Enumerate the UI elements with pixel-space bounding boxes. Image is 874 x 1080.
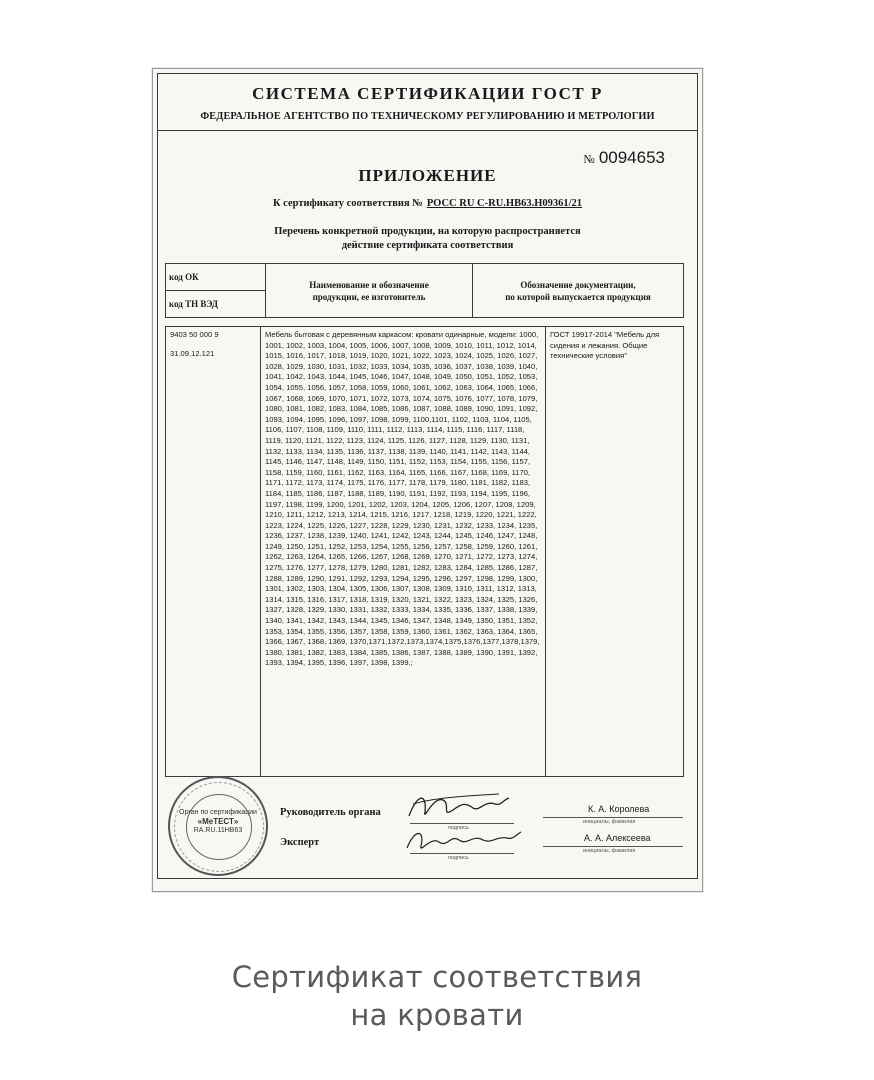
documentation-cell: ГОСТ 19917-2014 "Мебель для сидения и лежания. Общие технические условия"	[546, 327, 684, 777]
product-list-title	[218, 225, 637, 253]
header-name-line2: продукции, ее изготовитель	[312, 291, 426, 302]
stamp-line1: Орган по сертификации	[179, 809, 257, 816]
header-product-name	[266, 264, 473, 318]
header-code-tn: код ТН ВЭД	[166, 291, 266, 318]
expert-name: А. А. Алексеева	[584, 833, 651, 843]
code-ok-value: 31.09.12.121	[170, 348, 215, 358]
stamp-line3: RA.RU.11НВ63	[193, 827, 243, 834]
stamp-line2: «МеТЕСТ»	[197, 817, 239, 826]
head-name-line	[543, 817, 683, 818]
head-name: К. А. Королева	[588, 804, 650, 814]
header-doc-line2: по которой выпускается продукция	[505, 291, 651, 302]
codes-cell	[166, 327, 261, 777]
list-title-line2: действие сертификата соответствия	[341, 240, 514, 251]
document-frame	[157, 73, 698, 879]
header-divider	[158, 130, 697, 131]
caption-line2: на кровати	[350, 998, 524, 1032]
table-row	[166, 327, 684, 777]
certificate-prefix: К сертификату соответствия №	[272, 198, 423, 209]
certificate-number: РОСС RU C-RU.НВ63.Н09361/21	[426, 198, 583, 209]
head-signature-caption: подпись	[448, 825, 469, 831]
certificate-reference	[158, 198, 697, 209]
header-doc-line1: Обозначение документации,	[520, 279, 636, 290]
agency-name: ФЕДЕРАЛЬНОЕ АГЕНТСТВО ПО ТЕХНИЧЕСКОМУ РЕГУЛИРОВАНИЮ И МЕТРОЛОГИИ	[200, 111, 655, 122]
product-description: Мебель бытовая с деревянным каркасом: кровати одинарные, модели: 1000, 1001, 1002, 1003, 1004, 1005, 1006, 1007, 1008, 1009, 1010, 1011, 1012, 1014, 1015, 1016, 1017, 1018, 1019, 1020, 1021, 1022, 1023, 1024, 1025, 1026, 1027, 1028, 1029, 1030, 1031, 1032, 1033, 1034, 1035, 1036, 1037, 1038, 1039, 1040, 1041, 1042, 1043, 1044, 1045, 1046, 1047, 1048, 1049, 1050, 1051, 1052, 1053, 1054, 1055, 1056, 1057, 1058, 1059, 1060, 1061, 1062, 1063, 1064, 1065, 1066, 1067, 1068, 1069, 1070, 1071, 1072, 1073, 1074, 1075, 1076, 1077, 1078, 1079, 1080, 1081, 1082, 1083, 1084, 1085, 1086, 1087, 1088, 1089, 1090, 1091, 1092, 1093, 1094, 1095, 1096, 1097, 1098, 1099, 1100,1101, 1102, 1103, 1104, 1105, 1106, 1107, 1108, 1109, 1110, 1111, 1112, 1113, 1114, 1115, 1116, 1117, 1118, 1119, 1120, 1121, 1122, 1123, 1124, 1125, 1126, 1127, 1128, 1129, 1130, 1131, 1132, 1133, 1134, 1135, 1136, 1137, 1138, 1139, 1140, 1141, 1142, 1143, 1144, 1145, 1146, 1147, 1148, 1149, 1150, 1151, 1152, 1153, 1154, 1155, 1156, 1157, 1158, 1159, 1160, 1161, 1162, 1163, 1164, 1165, 1166, 1167, 1168, 1169, 1170, 1171, 1172, 1173, 1174, 1175, 1176, 1177, 1178, 1179, 1180, 1181, 1182, 1183, 1184, 1185, 1186, 1187, 1188, 1189, 1190, 1191, 1192, 1193, 1194, 1195, 1196, 1197, 1198, 1199, 1200, 1201, 1202, 1203, 1204, 1205, 1206, 1207, 1208, 1209, 1210, 1211, 1212, 1213, 1214, 1215, 1216, 1217, 1218, 1219, 1220, 1221, 1222, 1223, 1224, 1225, 1226, 1227, 1228, 1229, 1230, 1231, 1232, 1233, 1234, 1235, 1236, 1237, 1238, 1239, 1240, 1241, 1242, 1243, 1244, 1245, 1246, 1247, 1248, 1249, 1250, 1251, 1252, 1253, 1254, 1255, 1256, 1257, 1258, 1259, 1260, 1261, 1262, 1263, 1264, 1265, 1266, 1267, 1268, 1269, 1270, 1271, 1272, 1273, 1274, 1275, 1276, 1277, 1278, 1279, 1280, 1281, 1282, 1283, 1284, 1285, 1286, 1287, 1288, 1289, 1290, 1291, 1292, 1293, 1294, 1295, 1296, 1297, 1298, 1299, 1300, 1301, 1302, 1303, 1304, 1305, 1306, 1307, 1308, 1309, 1310, 1311, 1312, 1313, 1314, 1315, 1316, 1317, 1318, 1319, 1320, 1321, 1322, 1323, 1324, 1325, 1326, 1327, 1328, 1329, 1330, 1331, 1332, 1333, 1334, 1335, 1336, 1337, 1338, 1339, 1340, 1341, 1342, 1343, 1344, 1345, 1346, 1347, 1348, 1349, 1350, 1351, 1352, 1353, 1354, 1355, 1356, 1357, 1358, 1359, 1360, 1361, 1362, 1363, 1364, 1365, 1366, 1367, 1368, 1369, 1370,1371,1372,1373,1374,1375,1376,1377,1378,1379, 1380, 1381, 1382, 1383, 1384, 1385, 1386, 1387, 1388, 1389, 1390, 1391, 1392, 1393, 1394, 1395, 1396, 1397, 1398, 1399.;	[261, 327, 546, 777]
expert-signature-line	[410, 853, 514, 854]
system-title: СИСТЕМА СЕРТИФИКАЦИИ ГОСТ Р	[252, 84, 603, 103]
appendix-title: ПРИЛОЖЕНИЕ	[358, 166, 497, 185]
certification-stamp	[168, 776, 268, 876]
expert-label: Эксперт	[280, 837, 320, 848]
expert-name-line	[543, 846, 683, 847]
list-title-line1: Перечень конкретной продукции, на которую распространяется	[274, 226, 581, 237]
number-sign: №	[583, 152, 595, 166]
table-header	[165, 263, 684, 318]
head-label: Руководитель органа	[280, 807, 381, 818]
header-documentation	[473, 264, 684, 318]
expert-name-caption: инициалы, фамилия	[583, 848, 636, 854]
number-value: 0094653	[598, 148, 665, 167]
head-name-caption: инициалы, фамилия	[583, 819, 636, 825]
caption-line1: Сертификат соответствия	[231, 960, 643, 994]
code-tn-value: 9403 50 000 9	[170, 330, 219, 339]
header-code-ok: код ОК	[166, 264, 266, 291]
product-table	[165, 326, 684, 777]
page-caption	[0, 958, 874, 1034]
certificate-appendix-document	[152, 68, 703, 892]
expert-signature-caption: подпись	[448, 855, 469, 861]
stamp-text	[170, 808, 266, 835]
header-name-line1: Наименование и обозначение	[309, 279, 429, 290]
document-number	[583, 148, 665, 168]
